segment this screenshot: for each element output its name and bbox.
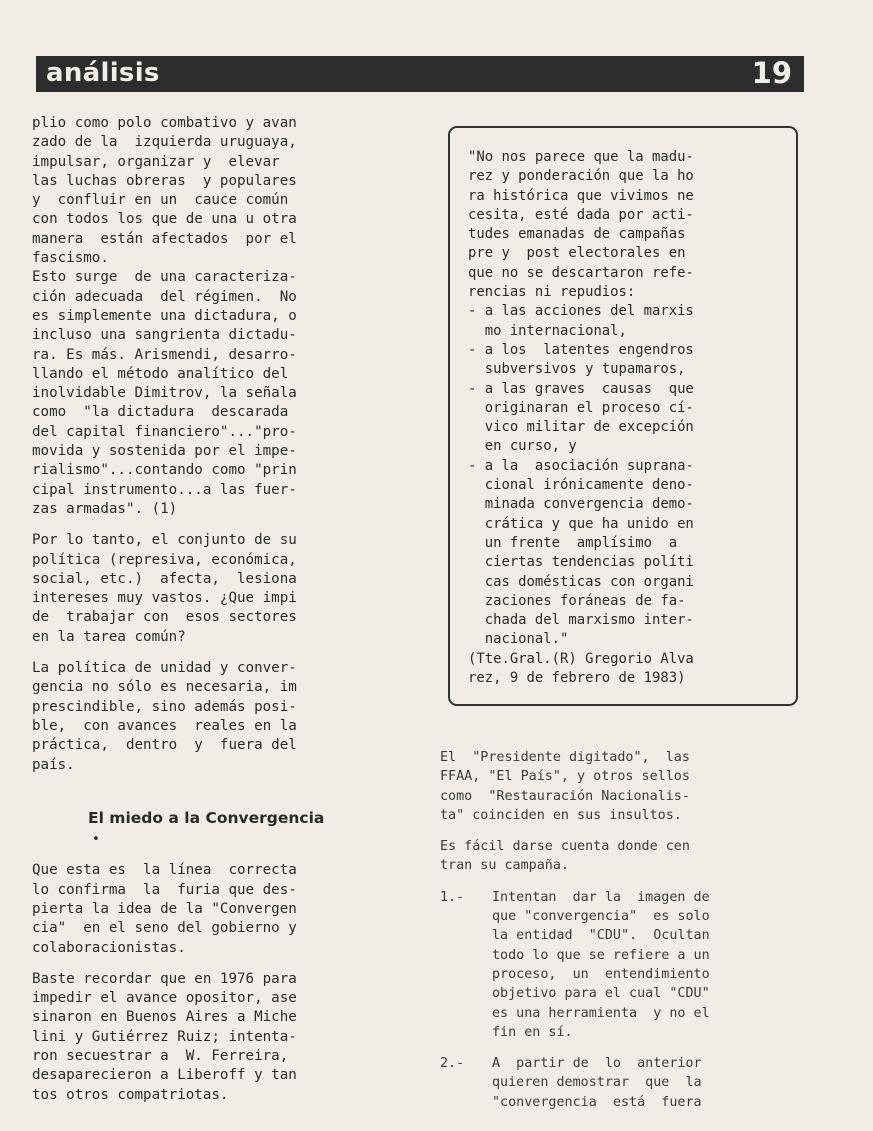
list-item-text: A partir de lo anterior quieren demostrar que la "convergencia está fuera <box>492 1056 702 1110</box>
quote-box <box>448 126 798 706</box>
right-column <box>440 748 820 1124</box>
page-number: 19 <box>751 56 792 90</box>
subheading: El miedo a la Convergencia <box>88 808 325 827</box>
left-column <box>32 114 404 1117</box>
list-item <box>440 1054 820 1112</box>
paragraph: Baste recordar que en 1976 para impedir el avance opositor, ase sinaron en Buenos Aires a Miche lini y Gutiérrez Ruiz; intenta- ron secuestrar a W. Ferreira, desaparecieron a Liberoff y tan tos otros compatriotas. <box>32 970 297 1103</box>
paragraph: Que esta es la línea correcta lo confirma la furia que des- pierta la idea de la "Convergen cia" en el seno del gobierno y colaboracionistas. <box>32 862 297 956</box>
paragraph: plio como polo combativo y avan zado de la izquierda uruguaya, impulsar, organizar y elevar las luchas obreras y populares y confluir en un cauce común con todos los que de una u otra manera están afectados por el fascismo. Esto surge de una caracteriza- ción adecuada del régimen. No es simplemente una dictadura, o incluso una sangrienta dictadu- ra. Es más. Arismendi, desarro- llando el método analítico del inolvidable Dimitrov, la señala como "la dictadura descarada del capital financiero"..."pro- movida y sostenida por el impe- rialismo"...contando como "prin cipal instrumento...a las fuer- zas armadas". (1) <box>32 115 297 517</box>
paragraph: El "Presidente digitado", las FFAA, "El País", y otros sellos como "Restauración Nacionalis- ta" coinciden en sus insultos. <box>440 750 690 823</box>
list-item-number: 2.- <box>440 1056 465 1072</box>
paragraph: Es fácil darse cuenta donde cen tran su campaña. <box>440 839 690 874</box>
section-title: análisis <box>46 58 160 88</box>
paragraph: La política de unidad y conver- gencia no sólo es necesaria, im prescindible, sino además posi- ble, con avances reales en la práctica, dentro y fuera del país. <box>32 660 297 773</box>
list-item <box>440 888 820 1042</box>
bullet-icon: • <box>92 832 100 848</box>
list-item-text: Intentan dar la imagen de que "convergencia" es solo la entidad "CDU". Ocultan todo lo que se refiere a un proceso, un entendimiento objetivo para el cual "CDU" es una herramienta y no el fin en sí. <box>492 889 710 1040</box>
list-item-number: 1.- <box>440 889 465 905</box>
section-header-bar <box>36 56 804 92</box>
quote-text: "No nos parece que la madu- rez y ponderación que la ho ra histórica que vivimos ne cesita, esté dada por acti- tudes emanadas de campañas pre y post electorales en que no se descartaron refe- rencias ni repudios: - a las acciones del marxis mo internacional, - a los latentes engendros subversivos y tupamaros, - a las graves causas que originaran el proceso cí- vico militar de excepción en curso, y - a la asociación suprana- cional irónicamente deno- minada convergencia demo- crática y que ha unido en un frente amplísimo a ciertas tendencias políti cas domésticas con organi zaciones foráneas de fa- chada del marxismo inter- nacional." (Tte.Gral.(R) Gregorio Alva rez, 9 de febrero de 1983) <box>468 149 694 687</box>
paragraph: Por lo tanto, el conjunto de su política (represiva, económica, social, etc.) afecta, lesiona intereses muy vastos. ¿Que impi de trabajar con esos sectores en la tarea común? <box>32 532 297 645</box>
